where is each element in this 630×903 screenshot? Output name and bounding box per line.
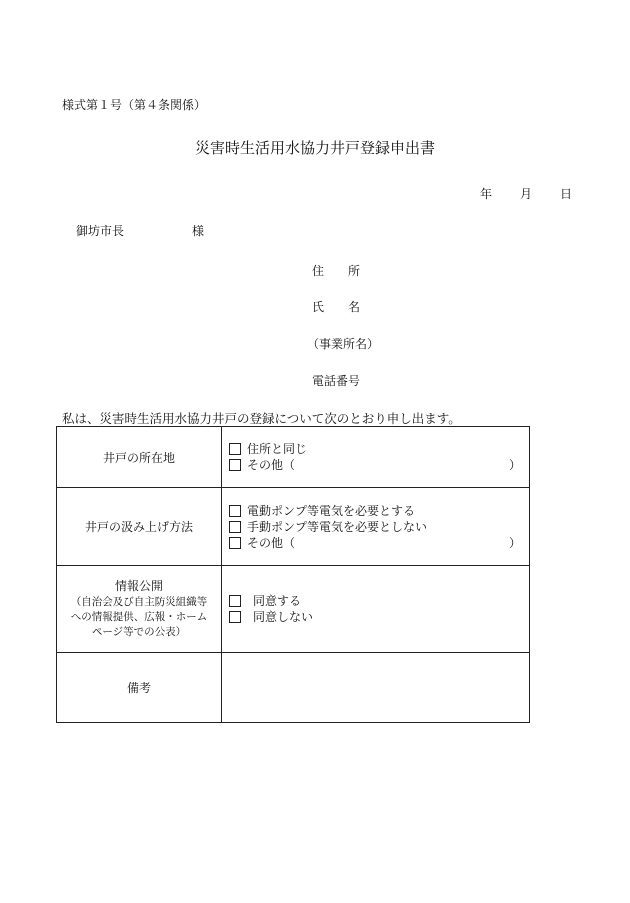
applicant-name-label: 氏 名 (312, 300, 361, 314)
checkbox-icon[interactable] (229, 611, 241, 623)
pump-label: 井戸の汲み上げ方法 (57, 488, 222, 566)
pump-row (57, 488, 530, 566)
applicant-office-label: （事業所名） (307, 337, 380, 351)
disclosure-note-line: ページ等での公表） (91, 626, 187, 638)
date-month-label: 月 (519, 187, 532, 201)
intro-statement: 私は、災害時生活用水協力井戸の登録について次のとおり申し出ます。 (62, 411, 461, 426)
date-day-label: 日 (559, 187, 572, 201)
checkbox-icon[interactable] (229, 521, 241, 533)
disclosure-row (57, 566, 530, 653)
remarks-row (57, 653, 530, 723)
applicant-address-label: 住 所 (312, 264, 361, 278)
location-option-other-label: その他（ (247, 458, 296, 472)
form-number: 様式第１号（第４条関係） (62, 98, 207, 112)
document-title: 災害時生活用水協力井戸登録申出書 (194, 139, 435, 157)
checkbox-icon[interactable] (229, 537, 241, 549)
remarks-label: 備考 (57, 653, 222, 723)
registration-table (56, 426, 530, 723)
disclosure-label-cell (57, 566, 222, 653)
disclosure-option-disagree-label: 同意しない (253, 610, 314, 624)
remarks-field[interactable] (222, 653, 530, 723)
location-other-close: ） (508, 458, 521, 472)
checkbox-icon[interactable] (229, 505, 241, 517)
date-line (480, 185, 572, 202)
pump-option-manual[interactable] (229, 519, 521, 535)
date-year-label: 年 (479, 187, 492, 201)
location-option-same[interactable] (229, 441, 521, 457)
addressee-honorific: 様 (192, 224, 205, 238)
location-option-other[interactable] (229, 457, 521, 473)
checkbox-icon[interactable] (229, 443, 241, 455)
location-options (222, 427, 530, 488)
disclosure-option-agree[interactable] (229, 593, 521, 609)
applicant-phone-label: 電話番号 (312, 374, 361, 388)
disclosure-note-line: （自治会及び自主防災組織等 (70, 596, 208, 608)
disclosure-label: 情報公開 (114, 579, 163, 593)
disclosure-option-disagree[interactable] (229, 609, 521, 625)
pump-option-other[interactable] (229, 535, 521, 551)
disclosure-note-line: への情報提供、広報・ホーム (70, 611, 208, 623)
checkbox-icon[interactable] (229, 595, 241, 607)
disclosure-option-agree-label: 同意する (253, 594, 302, 608)
location-option-same-label: 住所と同じ (247, 442, 308, 456)
pump-option-manual-label: 手動ポンプ等電気を必要としない (247, 519, 428, 534)
pump-option-other-label: その他（ (247, 535, 296, 550)
addressee-name: 御坊市長 (76, 224, 125, 238)
location-label: 井戸の所在地 (57, 427, 222, 488)
pump-options (222, 488, 530, 566)
pump-option-electric[interactable] (229, 503, 521, 519)
disclosure-options (222, 566, 530, 653)
pump-option-electric-label: 電動ポンプ等電気を必要とする (247, 503, 416, 518)
checkbox-icon[interactable] (229, 459, 241, 471)
location-row (57, 427, 530, 488)
pump-other-close: ） (508, 535, 521, 550)
addressee (76, 222, 204, 239)
